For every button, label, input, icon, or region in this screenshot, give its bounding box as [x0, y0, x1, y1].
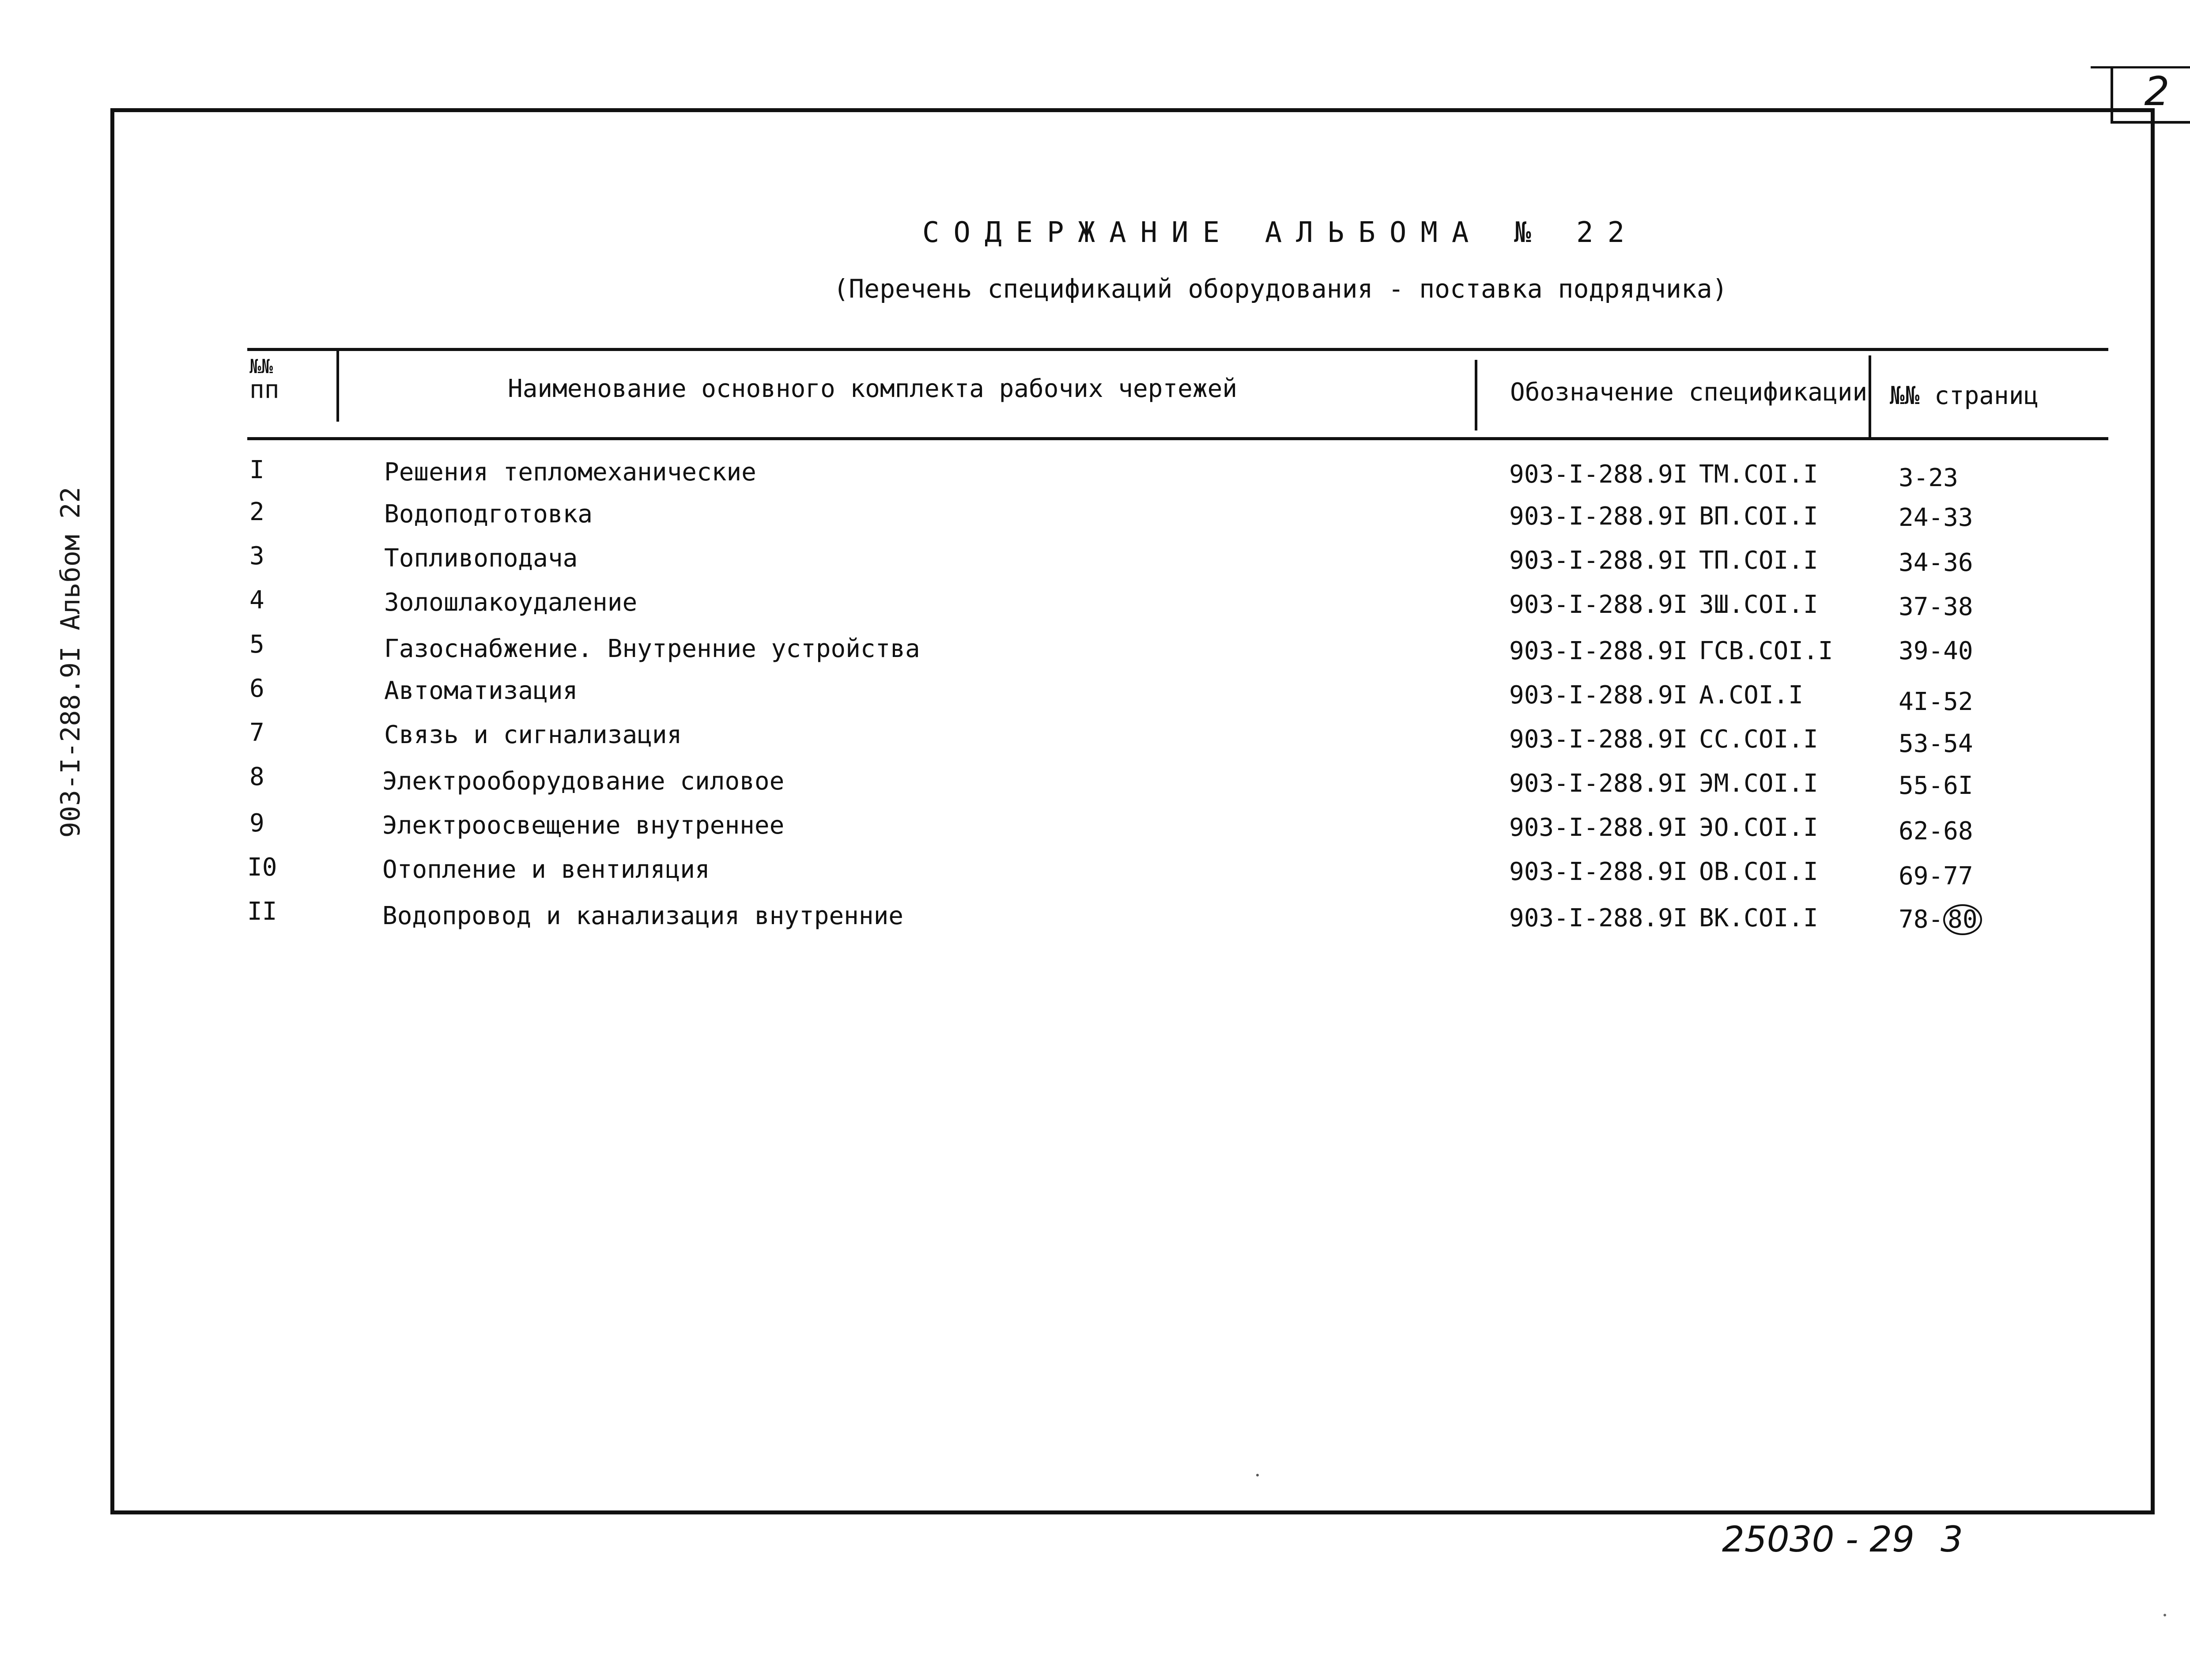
row-spec: ЗШ.СОI.I: [1699, 590, 1818, 619]
row-spec: ОВ.СОI.I: [1699, 857, 1818, 886]
row-pages-circled: 80: [1943, 904, 1982, 935]
row-pages: 53-54: [1899, 729, 1973, 758]
row-number: 2: [249, 498, 264, 526]
row-pages: 37-38: [1899, 593, 1973, 621]
row-code: 903-I-288.9I: [1509, 725, 1688, 754]
row-code: 903-I-288.9I: [1509, 769, 1688, 798]
row-spec: ГСВ.СОI.I: [1699, 637, 1833, 665]
row-spec: СС.СОI.I: [1699, 725, 1818, 754]
row-pages: 4I-52: [1899, 687, 1973, 716]
row-spec: ТП.СОI.I: [1699, 546, 1818, 575]
row-number: I0: [247, 853, 277, 882]
row-number: 9: [249, 809, 264, 838]
row-code: 903-I-288.9I: [1509, 813, 1688, 842]
row-name: Электрооборудование силовое: [382, 767, 785, 796]
row-spec: ЭМ.СОI.I: [1699, 769, 1818, 798]
row-pages: 34-36: [1899, 548, 1973, 577]
page-number: 3: [1941, 1519, 1963, 1560]
row-spec: ВП.СОI.I: [1699, 502, 1818, 531]
header-name: Наименование основного комплекта рабочих чертежей: [508, 374, 1238, 403]
row-spec: ТМ.СОI.I: [1699, 460, 1818, 489]
row-number: 4: [249, 586, 264, 615]
header-num-line1: №№: [249, 355, 273, 378]
row-code: 903-I-288.9I: [1509, 637, 1688, 665]
header-divider-1: [336, 351, 339, 422]
row-name: Автоматизация: [384, 676, 578, 705]
row-spec: ЭО.СОI.I: [1699, 813, 1818, 842]
row-name: Газоснабжение. Внутренние устройства: [384, 634, 920, 663]
page-title: СОДЕРЖАНИЕ АЛЬБОМА № 22: [922, 216, 1639, 249]
header-pages: №№ страниц: [1890, 381, 2039, 410]
table-header-rule: [247, 437, 2108, 440]
row-code: 903-I-288.9I: [1509, 502, 1688, 531]
row-pages: [1899, 904, 1982, 935]
row-pages: 62-68: [1899, 817, 1973, 846]
document-code: 25030 - 29: [1722, 1519, 1915, 1560]
row-pages: 55-6I: [1899, 771, 1973, 800]
row-code: 903-I-288.9I: [1509, 590, 1688, 619]
table-top-rule: [247, 348, 2108, 351]
row-name: Топливоподача: [384, 544, 578, 573]
row-number: 5: [249, 630, 264, 659]
row-pages-start: 78-: [1899, 905, 1944, 934]
row-number: 6: [249, 674, 264, 703]
row-name: Водоподготовка: [384, 500, 593, 529]
speck: [1256, 1474, 1259, 1476]
row-pages: 39-40: [1899, 637, 1973, 665]
row-code: 903-I-288.9I: [1509, 681, 1688, 710]
row-pages: 69-77: [1899, 862, 1973, 891]
row-name: Отопление и вентиляция: [382, 855, 710, 884]
row-number: I: [249, 456, 264, 484]
row-name: Решения тепломеханические: [384, 458, 756, 487]
header-num-line2: пп: [249, 375, 279, 404]
row-code: 903-I-288.9I: [1509, 904, 1688, 932]
row-number: 8: [249, 763, 264, 791]
speck: [2164, 1614, 2166, 1616]
row-name: Золошлакоудаление: [384, 588, 638, 617]
row-pages: 3-23: [1899, 464, 1958, 492]
header-divider-3: [1869, 355, 1871, 439]
row-code: 903-I-288.9I: [1509, 546, 1688, 575]
row-number: II: [247, 897, 277, 926]
row-code: 903-I-288.9I: [1509, 460, 1688, 489]
row-number: 7: [249, 718, 264, 747]
row-name: Водопровод и канализация внутренние: [382, 902, 904, 930]
header-divider-2: [1475, 360, 1477, 430]
row-number: 3: [249, 542, 264, 570]
row-pages: 24-33: [1899, 503, 1973, 532]
row-name: Электроосвещение внутреннее: [382, 811, 785, 840]
header-designation: Обозначение спецификации: [1510, 378, 1868, 407]
row-spec: А.СОI.I: [1699, 681, 1804, 710]
sheet-number: 2: [2144, 68, 2170, 115]
row-name: Связь и сигнализация: [384, 721, 682, 749]
side-label: 903-I-288.9I Альбом 22: [55, 487, 86, 838]
page-subtitle: (Перечень спецификаций оборудования - поставка подрядчика): [833, 274, 1728, 304]
row-spec: ВК.СОI.I: [1699, 904, 1818, 932]
row-code: 903-I-288.9I: [1509, 857, 1688, 886]
